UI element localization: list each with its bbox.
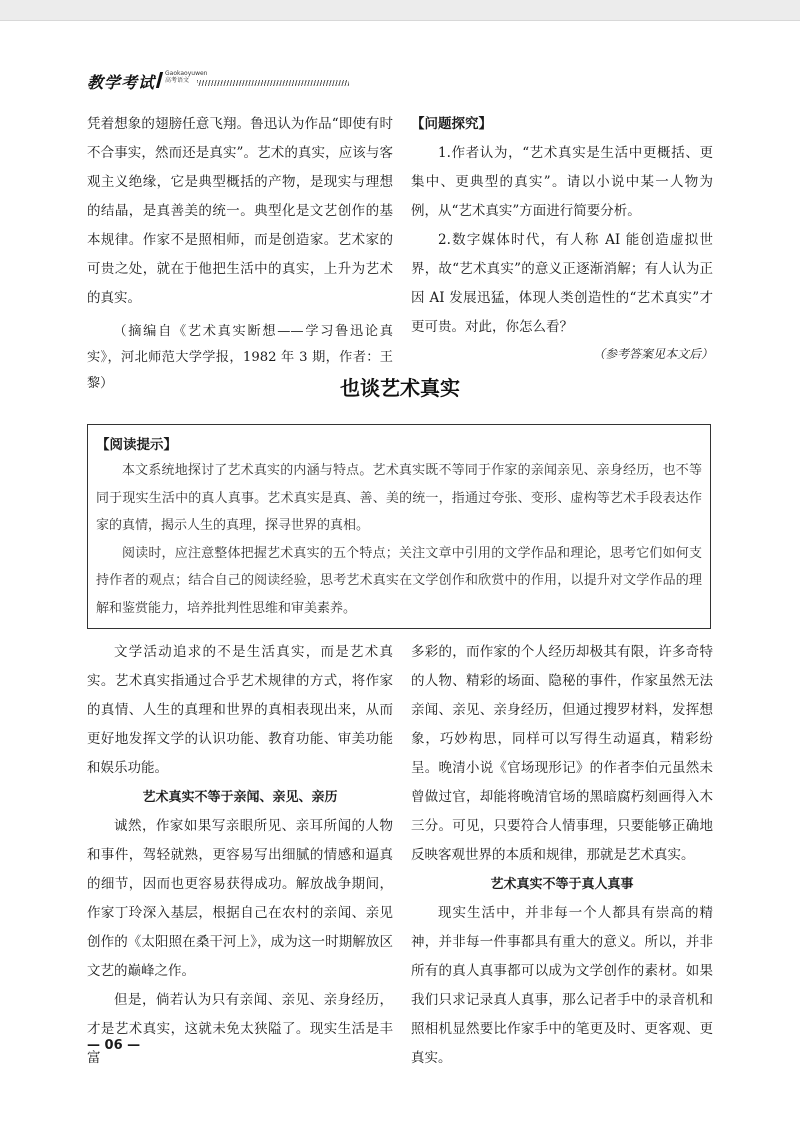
journal-subtitle-pinyin: Gaokaoyuwen — [165, 70, 208, 77]
body-right-column — [411, 638, 713, 1073]
masthead — [87, 70, 287, 92]
reading-tip-paragraph-1: 本文系统地探讨了艺术真实的内涵与特点。艺术真实既不等同于作家的亲闻亲见、亲身经历，也不等同于现实生活中的真人真事。艺术真实是真、善、美的统一，指通过夸张、变形、虚构等艺术手段表达作家的真情，揭示人生的真理，探寻世界的真相。 — [96, 463, 702, 533]
left-top-paragraph: 凭着想象的翅膀任意飞翔。鲁迅认为作品“即使有时不合事实，然而还是真实”。艺术的真实，应该与客观主义绝缘，它是典型概括的产物，是现实与理想的结晶，是真善美的统一。典型化是文艺创作的基本规律。作家不是照相师，而是创造家。艺术家的可贵之处，就在于他把生活中的真实，上升为艺术的真实。 — [87, 116, 393, 306]
left-top-column — [87, 110, 393, 397]
right-top-column — [411, 110, 713, 364]
question-2: 2.数字媒体时代，有人称 AI 能创造虚拟世界，故“艺术真实”的意义正逐渐消解；有人认为正因 AI 发展迅猛，体现人类创造性的“艺术真实”才更可贵。对此，你怎么看？ — [411, 232, 713, 335]
citation: （摘编自《艺术真实断想——学习鲁迅论真实》，河北师范大学学报，1982 年 3 期，作者：王黎） — [87, 324, 393, 391]
reading-tip-box — [87, 424, 711, 629]
answer-reference-note: （参考答案见本文后） — [592, 347, 713, 361]
top-bar — [0, 0, 800, 21]
body-paragraph-3: 但是，倘若认为只有亲闻、亲见、亲身经历，才是艺术真实，这就未免太狭隘了。现实生活是丰富 — [87, 992, 393, 1066]
article-title: 也谈艺术真实 — [340, 376, 460, 400]
masthead-hatch — [197, 80, 349, 86]
body-paragraph-4: 现实生活中，并非每一个人都具有崇高的精神，并非每一件事都具有重大的意义。所以，并非所有的真人真事都可以成为文学创作的素材。如果我们只求记录真人真事，那么记者手中的录音机和照相机显然要比作家手中的笔更及时、更客观、更真实。 — [411, 905, 713, 1066]
page-number: — 06 — — [87, 1038, 141, 1053]
reading-tip-body — [96, 457, 702, 622]
body-paragraph-2: 诚然，作家如果写亲眼所见、亲耳所闻的人物和事件，驾轻就熟，更容易写出细腻的情感和逼真的细节，因而也更容易获得成功。解放战争期间，作家丁玲深入基层，根据自己在农村的亲闻、亲见创作的《太阳照在桑干河上》，成为这一时期解放区文艺的巅峰之作。 — [87, 818, 393, 979]
journal-subtitle-cn: 高考语文 — [165, 77, 190, 84]
reading-tip-heading: 【阅读提示】 — [96, 437, 177, 453]
question-1: 1.作者认为，“艺术真实是生活中更概括、更集中、更典型的真实”。请以小说中某一人物为例，从“艺术真实”方面进行简要分析。 — [411, 145, 713, 219]
body-left-column — [87, 638, 393, 1073]
subheading-1: 艺术真实不等于亲闻、亲见、亲历 — [142, 790, 338, 805]
reading-tip-paragraph-2: 阅读时，应注意整体把握艺术真实的五个特点；关注文章中引用的文学作品和理论，思考它们如何支持作者的观点；结合自己的阅读经验，思考艺术真实在文学创作和欣赏中的作用，以提升对文学作品的理解和鉴赏能力，培养批判性思维和审美素养。 — [96, 545, 702, 616]
body-paragraph-continued: 多彩的，而作家的个人经历却极其有限，许多奇特的人物、精彩的场面、隐秘的事件，作家虽然无法亲闻、亲见、亲身经历，但通过搜罗材料，发挥想象，巧妙构思，同样可以写得生动逼真，精彩纷呈。晚清小说《官场现形记》的作者李伯元虽然未曾做过官，却能将晚清官场的黑暗腐朽刻画得入木三分。可见，只要符合人情事理，只要能够正确地反映客观世界的本质和规律，那就是艺术真实。 — [411, 644, 713, 863]
journal-title: 教学考试 — [87, 73, 156, 92]
question-heading: 【问题探究】 — [411, 116, 492, 132]
masthead-slash — [156, 72, 163, 88]
body-paragraph-1: 文学活动追求的不是生活真实，而是艺术真实。艺术真实指通过合乎艺术规律的方式，将作家的真情、人生的真理和世界的真相表现出来，从而更好地发挥文学的认识功能、教育功能、审美功能和娱乐功能。 — [87, 644, 393, 776]
subheading-2: 艺术真实不等于真人真事 — [490, 877, 634, 892]
